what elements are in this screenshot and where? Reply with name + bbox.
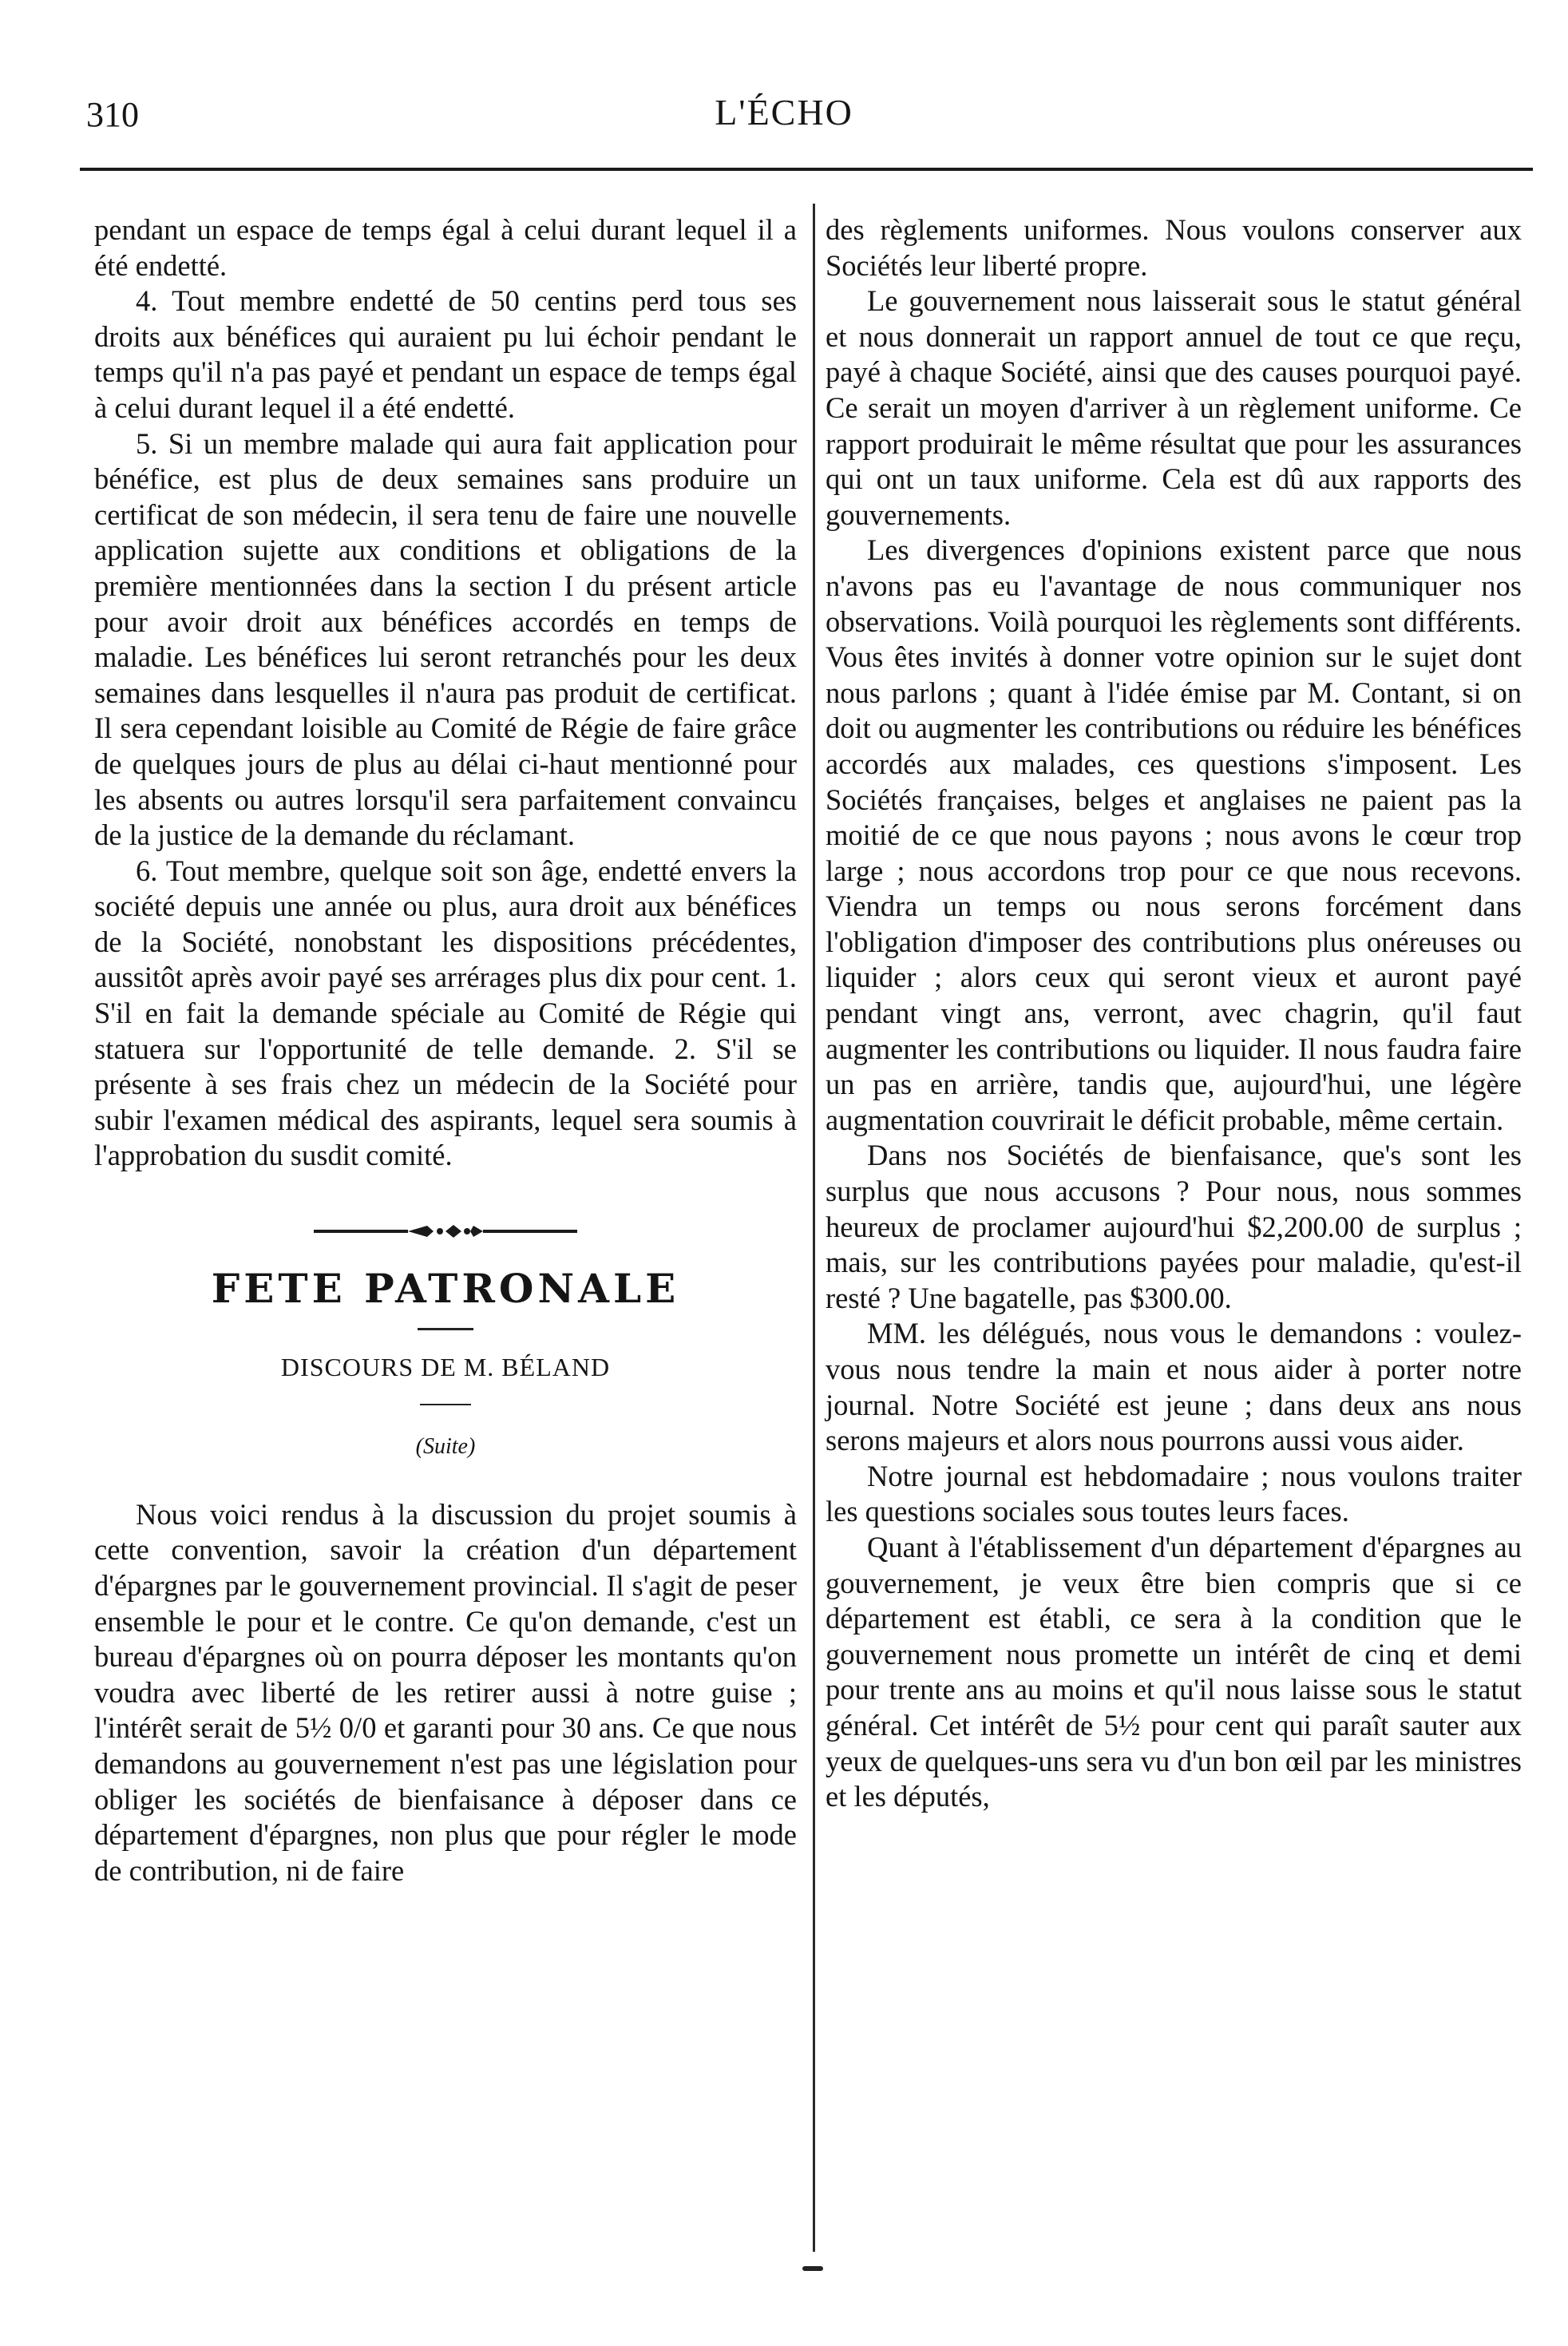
paragraph: Le gouvernement nous laisserait sous le statut général et nous donnerait un rapport annuel de tout ce que reçu, payé à chaque Société, ainsi que des causes pourquoi payé. Ce serait un moyen d'arriver à un règlement uniforme. Ce rapport produirait le même résultat que pour les assurances qui ont un taux uniforme. Cela est dû aux rapports des gouvernements. [826, 284, 1522, 531]
footer-mark [802, 2266, 823, 2271]
continuation-note [94, 1404, 797, 1465]
right-column [826, 212, 1522, 1815]
left-column [94, 212, 797, 1888]
paragraph: Nous voici rendus à la discussion du projet soumis à cette convention, savoir la création d'un département d'épargnes par le gouvernement provincial. Il s'agit de peser ensemble le pour et le contre. Ce qu'on demande, c'est un bureau d'épargnes où on pourra déposer les montants qu'on voudra avec liberté de les retirer aussi à notre guise ; l'intérêt serait de 5½ 0/0 et garanti pour 30 ans. Ce que nous demandons au gouvernement n'est pas une législation pour obliger les sociétés de bienfaisance à déposer dans ce département d'épargnes, non plus que pour régler le mode de contribution, ni de faire [94, 1497, 797, 1887]
column-divider [813, 204, 815, 2252]
paragraph: MM. les délégués, nous vous le demandons : voulez-vous nous tendre la main et nous aider à porter notre journal. Notre Société est jeune ; dans deux ans nous serons majeurs et alors nous pourrons aussi vous aider. [826, 1317, 1522, 1457]
continuation-label: (Suite) [415, 1434, 476, 1460]
paragraph: des règlements uniformes. Nous voulons conserver aux Sociétés leur liberté propre. [826, 213, 1522, 282]
paragraph: Notre journal est hebdomadaire ; nous voulons traiter les questions sociales sous toutes leurs faces. [826, 1459, 1522, 1528]
subtitle-rule [420, 1404, 471, 1405]
paragraph: Les divergences d'opinions existent parce que nous n'avons pas eu l'avantage de nous communiquer nos observations. Voilà pourquoi les règlements sont différents. Vous êtes invités à donner votre opinion sur le sujet dont nous parlons ; quant à l'idée émise par M. Contant, si on doit ou augmenter les contributions ou réduire les bénéfices accordés aux malades, ces questions s'imposent. Les Sociétés françaises, belges et anglaises ne paient pas la moitié de ce que nous payons ; nous avons le cœur trop large ; nous accordons trop pour ce que nous recevons. Viendra un temps ou nous serons forcément dans l'obligation d'imposer des contributions plus onéreuses ou liquider ; alors ceux qui seront vieux et auront payé pendant vingt ans, verront, avec chagrin, qu'il faut augmenter les contributions ou liquider. Il nous faudra faire un pas en arrière, tandis que, aujourd'hui, une légère augmentation couvrirait le déficit probable, même certain. [826, 533, 1522, 1136]
title-rule [418, 1328, 473, 1330]
paragraph: 5. Si un membre malade qui aura fait application pour bénéfice, est plus de deux semaines sans produire un certificat de son médecin, il sera tenu de faire une nouvelle application sujette aux conditions et obligations de la première mentionnées dans la section I du présent article pour avoir droit aux bénéfices accordés en temps de maladie. Les bénéfices lui seront retranchés pour les deux semaines dans lesquelles il n'aura pas produit de certificat. Il sera cependant loisible au Comité de Régie de faire grâce de quelques jours de plus au délai ci-haut mentionné pour les absents ou autres lorsqu'il sera parfaitement convaincu de la justice de la demande du réclamant. [94, 426, 797, 852]
speech-title: DISCOURS DE M. BÉLAND [280, 1352, 611, 1381]
section-title: FETE PATRONALE [211, 1265, 680, 1313]
paragraph: Dans nos Sociétés de bienfaisance, que's sont les surplus que nous accusons ? Pour nous, nous sommes heureux de proclamer aujourd'hui $2,200.00 de surplus ; mais, sur les contributions payées pour maladie, qu'est-il resté ? Une bagatelle, pas $300.00. [826, 1139, 1522, 1314]
header-rule [80, 168, 1533, 171]
paragraph: pendant un espace de temps égal à celui durant lequel il a été endetté. [94, 213, 797, 282]
paragraph: Quant à l'établissement d'un département d'épargnes au gouvernement, je veux être bien compris que si ce département est établi, ce sera à la condition que le gouvernement nous promette un intérêt de cinq et demi pour trente ans au moins et qu'il nous laisse sous le statut général. Cet intérêt de 5½ pour cent qui paraît sauter aux yeux de quelques-uns sera vu d'un bon œil par les ministres et les députés, [826, 1530, 1522, 1813]
page-number: 310 [86, 95, 139, 134]
ornament-divider [314, 1223, 577, 1239]
running-title: L'ÉCHO [715, 92, 853, 133]
paragraph: 6. Tout membre, quelque soit son âge, endetté envers la société depuis une année ou plus, aura droit aux bénéfices de la Société, nonobstant les dispositions précédentes, aussitôt après avoir payé ses arrérages plus dix pour cent. 1. S'il en fait la demande spéciale au Comité de Régie qui statuera sur l'opportunité de telle demande. 2. S'il se présente à ses frais chez un médecin de la Société pour subir l'examen médical des aspirants, lequel sera soumis à l'approbation du susdit comité. [94, 854, 797, 1172]
paragraph: 4. Tout membre endetté de 50 centins perd tous ses droits aux bénéfices qui auraient pu lui échoir pendant le temps qu'il n'a pas payé et pendant un espace de temps égal à celui durant lequel il a été endetté. [94, 284, 797, 424]
